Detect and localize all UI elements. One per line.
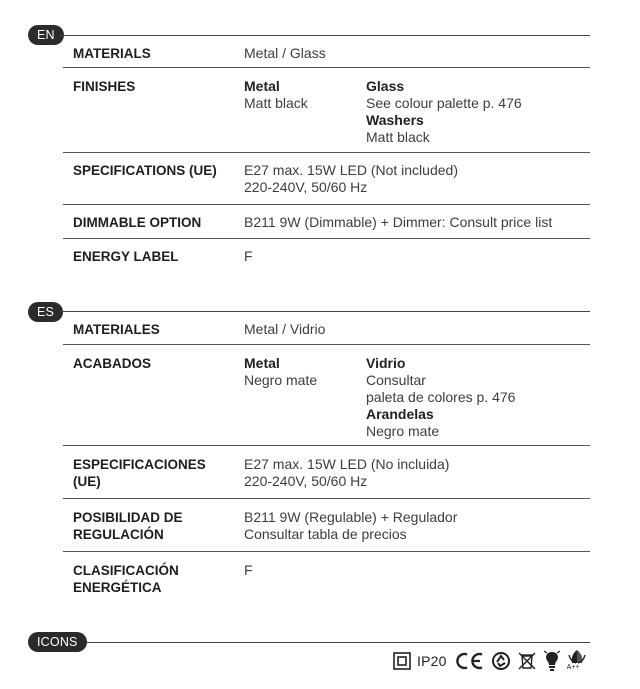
finish-title: Metal — [244, 78, 280, 94]
finish-col-vidrio — [366, 355, 515, 440]
lang-tag-en: EN — [28, 25, 64, 45]
row-specifications — [63, 153, 590, 205]
bulb-icon — [543, 650, 561, 672]
spec-line: B211 9W (Regulable) + Regulador — [244, 509, 458, 525]
finish-value: paleta de colores p. 476 — [366, 389, 516, 405]
row-regulacion — [63, 499, 590, 552]
finish-col-glass — [366, 78, 522, 146]
icons-tag: ICONS — [28, 632, 87, 652]
divider — [86, 642, 590, 643]
label-line: REGULACIÓN — [73, 527, 164, 542]
finish-value: Consultar — [366, 372, 426, 388]
row-value: Metal / Vidrio — [244, 321, 326, 337]
finish-title: Vidrio — [366, 355, 406, 371]
ip-rating: IP20 — [417, 653, 447, 669]
spec-line: 220-240V, 50/60 Hz — [244, 179, 368, 195]
row-value — [244, 162, 458, 196]
row-label: SPECIFICATIONS (UE) — [73, 163, 217, 178]
row-label — [73, 456, 206, 490]
row-clasificacion — [63, 552, 590, 602]
row-value: Metal / Glass — [244, 45, 326, 61]
spec-line: 220-240V, 50/60 Hz — [244, 473, 368, 489]
spec-line: E27 max. 15W LED (No incluida) — [244, 456, 450, 472]
spec-line: Consultar tabla de precios — [244, 526, 407, 542]
row-label: ENERGY LABEL — [73, 249, 179, 264]
row-value: F — [244, 248, 253, 264]
certification-icons — [393, 650, 587, 672]
row-value — [244, 456, 449, 490]
row-materiales — [63, 312, 590, 345]
row-especificaciones — [63, 446, 590, 499]
row-dimmable — [63, 205, 590, 239]
row-label: MATERIALES — [73, 322, 160, 337]
label-line: CLASIFICACIÓN — [73, 563, 179, 578]
weee-bin-icon — [517, 651, 537, 671]
finish-title: Arandelas — [366, 406, 434, 422]
finish-value: Matt black — [366, 129, 430, 145]
row-label — [73, 562, 179, 596]
row-label: FINISHES — [73, 79, 136, 94]
row-value — [244, 509, 457, 543]
finish-title: Washers — [366, 112, 424, 128]
label-line: (UE) — [73, 474, 101, 489]
finish-value: See colour palette p. 476 — [366, 95, 522, 111]
recycle-icon — [491, 651, 511, 671]
finish-col-metal — [244, 78, 308, 112]
row-materials — [63, 36, 590, 68]
energy-class-label: A++ — [566, 664, 580, 671]
finish-title: Glass — [366, 78, 405, 94]
row-finishes — [63, 68, 590, 153]
finish-col-metal — [244, 355, 317, 389]
row-value: F — [244, 562, 253, 578]
finish-value: Negro mate — [366, 423, 440, 439]
row-label: DIMMABLE OPTION — [73, 215, 202, 230]
energy-efficiency-icon — [567, 649, 587, 673]
spec-line: E27 max. 15W LED (Not included) — [244, 162, 458, 178]
label-line: ESPECIFICACIONES — [73, 457, 206, 472]
row-label: ACABADOS — [73, 356, 152, 371]
class-ii-icon — [393, 652, 411, 670]
lang-tag-es: ES — [28, 302, 63, 322]
row-label: MATERIALS — [73, 46, 151, 61]
row-label — [73, 509, 183, 543]
row-value: B211 9W (Dimmable) + Dimmer: Consult price list — [244, 214, 553, 230]
label-line: POSIBILIDAD DE — [73, 510, 183, 525]
row-energy-label — [63, 239, 590, 271]
label-line: ENERGÉTICA — [73, 580, 162, 595]
ce-mark-icon — [455, 652, 485, 670]
finish-value: Matt black — [244, 95, 308, 111]
finish-title: Metal — [244, 355, 280, 371]
finish-value: Negro mate — [244, 372, 318, 388]
row-acabados — [63, 345, 590, 446]
